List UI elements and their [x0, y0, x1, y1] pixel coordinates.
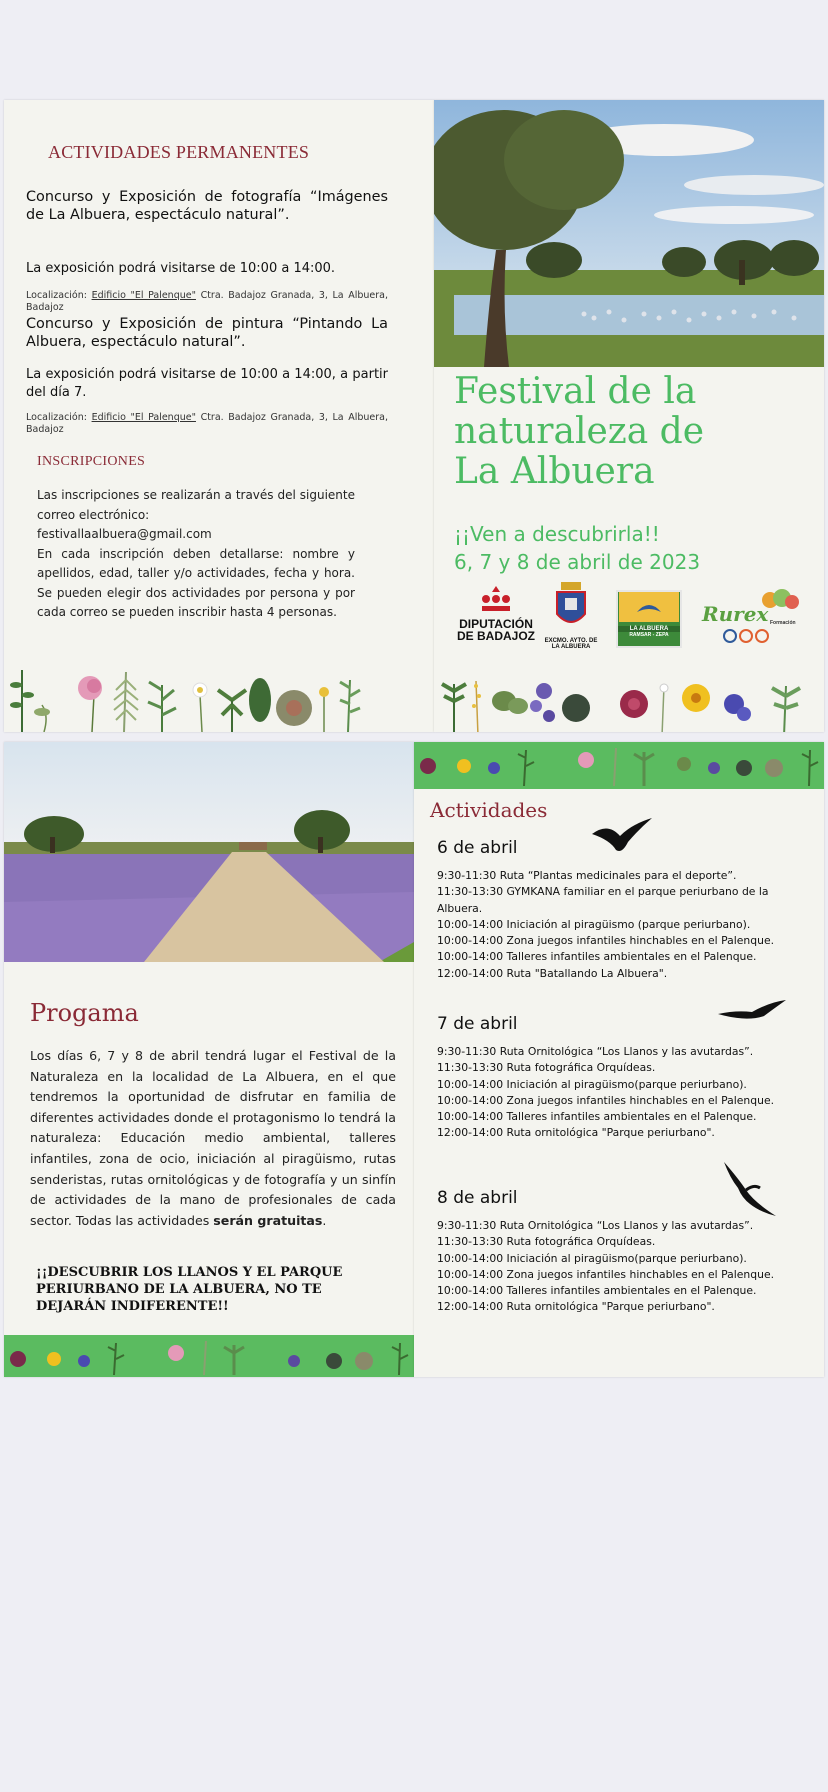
flower-icon	[724, 694, 751, 721]
leaf-icon	[442, 684, 466, 732]
activity-item: 12:00-14:00 Ruta ornitológica "Parque periurbano".	[437, 1126, 715, 1140]
flower-icon	[319, 687, 329, 732]
activities-list-7-abril	[437, 1044, 797, 1142]
programa-end: .	[322, 1212, 327, 1228]
flower-icon	[78, 676, 102, 732]
ayto-text-1: EXCMO. AYTO. DE	[544, 638, 598, 644]
flower-icon	[276, 690, 312, 726]
pintura-localizacion	[26, 412, 388, 436]
leaf-icon	[249, 678, 271, 722]
bird-silhouette-icon	[590, 816, 654, 856]
festival-tagline	[454, 520, 700, 576]
leaf-icon	[148, 682, 176, 732]
coat-of-arms-icon	[553, 580, 589, 634]
ayto-text-2: LA ALBUERA	[551, 644, 591, 650]
sponsor-logos	[456, 584, 816, 664]
foto-concurso-heading: Concurso y Exposición de fotografía “Imágenes de La Albuera, espectáculo natural”.	[26, 189, 388, 223]
bird-icon	[619, 592, 679, 622]
festival-title-line: Festival de la	[454, 371, 697, 412]
activities-list-8-abril	[437, 1218, 797, 1316]
panel-portada	[434, 100, 824, 732]
pressed-flowers-decoration	[434, 665, 824, 732]
festival-title-line: La Albuera	[454, 451, 655, 492]
ven-a-descubrirla: ¡¡Ven a descubrirla!!	[454, 522, 660, 546]
panel-actividades-permanentes	[4, 100, 434, 732]
inscripciones-intro: Las inscripciones se realizarán a través del siguiente correo electrónico:	[37, 488, 355, 522]
activity-item: 9:30-11:30 Ruta “Plantas medicinales para el deporte”.	[437, 869, 737, 882]
leaf-icon	[340, 680, 360, 732]
programa-text	[30, 1046, 396, 1231]
wetland-landscape-photo	[434, 100, 824, 367]
loc-address: Ctra. Badajoz Granada, 3, La Albuera, Badajoz	[26, 412, 388, 435]
flowers-strip	[4, 1335, 414, 1377]
activity-item: 10:00-14:00 Talleres infantiles ambientales en el Palenque.	[437, 950, 757, 964]
day-7-abril: 7 de abril	[437, 1014, 518, 1034]
rurex-logo	[700, 588, 800, 648]
diputacion-logo	[456, 584, 536, 654]
leaf-icon	[772, 686, 800, 732]
leaf-icon	[562, 694, 590, 722]
loc-address: Ctra. Badajoz Granada, 3, La Albuera, Badajoz	[26, 290, 388, 313]
pressed-flowers-decoration	[414, 742, 824, 789]
inscripciones-title: INSCRIPCIONES	[37, 454, 146, 469]
inscripciones-details: En cada inscripción deben detallarse: nombre y apellidos, edad, taller y/o actividades, fecha y hora. Se pueden elegir dos actividades por persona y por cada correo se pueden inscribir hasta 4 personas.	[37, 546, 355, 619]
daisy-icon	[193, 683, 207, 732]
leaf-icon	[218, 690, 246, 732]
activity-item: 10:00-14:00 Talleres infantiles ambientales en el Palenque.	[437, 1110, 757, 1124]
diputacion-text-2: DE BADAJOZ	[456, 629, 535, 643]
activity-item: 10:00-14:00 Zona juegos infantiles hinchables en el Palenque.	[437, 934, 775, 948]
actividades-title: Actividades	[430, 798, 548, 822]
pressed-flowers-decoration	[4, 1335, 414, 1377]
flower-icon	[620, 690, 648, 718]
programa-slogan: ¡¡DESCUBRIR LOS LLANOS Y EL PARQUE PERIURBANO DE LA ALBUERA, NO TE DEJARÁN INDIFERENTE!!	[36, 1265, 343, 1314]
foto-localizacion	[26, 290, 388, 314]
bird-silhouette-icon	[716, 998, 788, 1026]
diputacion-emblem-icon	[476, 584, 516, 614]
stork-silhouette-icon	[720, 1160, 780, 1220]
flowers-strip	[414, 742, 824, 789]
pressed-flowers-decoration	[4, 660, 434, 732]
festival-title	[454, 372, 814, 492]
loc-place-link[interactable]: Edificio "El Palenque"	[91, 412, 196, 423]
pintura-horario: La exposición podrá visitarse de 10:00 a 14:00, a partir del día 7.	[26, 367, 388, 400]
activities-list-6-abril	[437, 868, 797, 982]
rurex-formacion: Formación	[770, 620, 796, 626]
la-albuera-ramsar-logo	[616, 590, 682, 648]
flower-icon	[10, 670, 34, 732]
ramsar-zepa-text: RAMSAR - ZEPA	[629, 632, 669, 638]
programa-gratuitas: serán gratuitas	[213, 1212, 323, 1228]
activity-item: 10:00-14:00 Iniciación al piragüismo (parque periurbano).	[437, 917, 751, 931]
foto-horario: La exposición podrá visitarse de 10:00 a 14:00.	[26, 261, 336, 276]
loc-label: Localización:	[26, 412, 87, 423]
activity-item: 10:00-14:00 Zona juegos infantiles hinchables en el Palenque.	[437, 1267, 775, 1281]
certification-badges-icon	[722, 628, 778, 644]
inscripciones-text	[37, 486, 355, 623]
flower-icon	[660, 684, 668, 732]
lavender-field-path-photo	[4, 742, 414, 962]
activity-item: 11:30-13:30 Ruta fotográfica Orquídeas.	[437, 1061, 656, 1075]
actividades-permanentes-title: ACTIVIDADES PERMANENTES	[48, 142, 310, 162]
festival-title-line: naturaleza de	[454, 411, 705, 452]
activity-item: 9:30-11:30 Ruta Ornitológica “Los Llanos y las avutardas”.	[437, 1219, 754, 1232]
programa-title: Progama	[30, 999, 139, 1027]
inscripciones-email[interactable]: festivallaalbuera@gmail.com	[37, 527, 212, 541]
albuera-logo-text: LA ALBUERA	[618, 626, 680, 632]
diputacion-text-1: DIPUTACIÓN	[459, 617, 533, 631]
loc-label: Localización:	[26, 290, 87, 301]
festival-dates: 6, 7 y 8 de abril de 2023	[454, 550, 701, 574]
panel-programa	[4, 742, 414, 1377]
activity-item: 10:00-14:00 Talleres infantiles ambientales en el Palenque.	[437, 1284, 757, 1298]
activity-item: 11:30-13:30 Ruta fotográfica Orquídeas.	[437, 1235, 656, 1249]
flower-icon	[530, 683, 555, 722]
flower-icon	[472, 681, 481, 732]
activity-item: 12:00-14:00 Ruta ornitológica "Parque periurbano".	[437, 1300, 715, 1314]
activity-item: 10:00-14:00 Iniciación al piragüismo(parque periurbano).	[437, 1251, 747, 1265]
loc-place-link[interactable]: Edificio "El Palenque"	[91, 290, 196, 301]
pintura-concurso-heading: Concurso y Exposición de pintura “Pintando La Albuera, espectáculo natural”.	[26, 316, 388, 350]
ayuntamiento-logo	[540, 580, 602, 650]
day-6-abril: 6 de abril	[437, 838, 518, 858]
flower-icon	[34, 705, 50, 732]
activity-item: 12:00-14:00 Ruta "Batallando La Albuera".	[437, 966, 668, 980]
rurex-text: Rurex	[702, 602, 769, 626]
sunflower-icon	[682, 684, 710, 712]
day-8-abril: 8 de abril	[437, 1188, 518, 1208]
leaf-icon	[492, 691, 528, 714]
activity-item: 9:30-11:30 Ruta Ornitológica “Los Llanos y las avutardas”.	[437, 1045, 754, 1058]
activity-item: 11:30-13:30 GYMKANA familiar en el parque periurbano de la Albuera.	[437, 885, 769, 915]
fern-icon	[114, 672, 138, 732]
activity-item: 10:00-14:00 Iniciación al piragüismo(parque periurbano).	[437, 1077, 747, 1091]
panel-actividades	[414, 742, 824, 1377]
activity-item: 10:00-14:00 Zona juegos infantiles hinchables en el Palenque.	[437, 1093, 775, 1107]
programa-body: Los días 6, 7 y 8 de abril tendrá lugar el Festival de la Naturaleza en la localidad de La Albuera, en el que tendremos la oportunidad de disfrutar en familia de diferentes actividades donde el protagonismo lo tendrá la naturaleza: Educación medio ambiental, talleres infantiles, zona de ocio, iniciación al piragüismo, rutas senderistas, rutas ornitológicas y de fotografía y un sinfín de actividades de la mano de profesionales de cada sector. Todas las actividades	[30, 1048, 396, 1228]
